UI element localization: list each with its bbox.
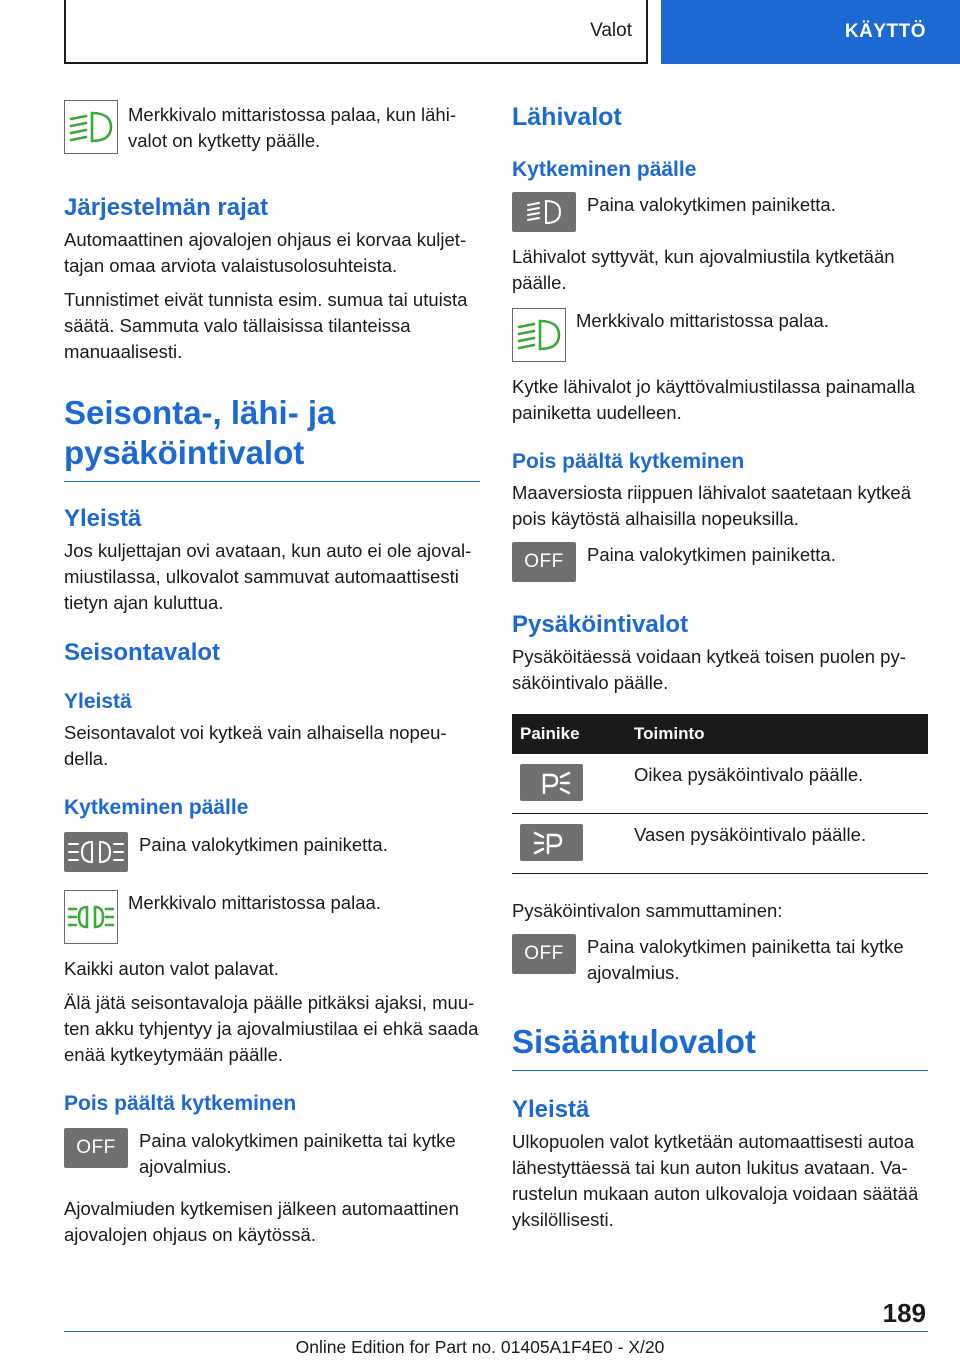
entry-general-heading: Yleistä xyxy=(512,1096,590,1123)
general-paragraph: Jos kuljettajan ovi avataan, kun auto ei ole ajovalmiustilassa, ulkovalot sammuvat automaattisesti tietyn ajan kuluttua. xyxy=(64,540,472,613)
header-section-box xyxy=(64,0,648,64)
low-beam-indicator-note xyxy=(64,100,480,154)
low-beam-off-paragraph: Maaversiosta riippuen lähivalot saatetaan kytkeä pois käytöstä alhaisilla nopeuksilla. xyxy=(512,482,912,529)
low-beam-button-row xyxy=(512,192,928,232)
table-row xyxy=(512,754,928,814)
parking-off-button-text-2: Paina valokytkimen painiketta tai kytke ajovalmius. xyxy=(587,936,904,983)
parking-off-paragraph: Ajovalmiuden kytkemisen jälkeen automaattinen ajovalojen ohjaus on käytössä. xyxy=(64,1198,459,1245)
low-beam-off-heading: Pois päältä kytkeminen xyxy=(512,450,745,473)
low-beam-on-paragraph-2: Kytke lähivalot jo käyttövalmiustilassa painamalla painiketta uudelleen. xyxy=(512,376,916,423)
low-beam-indicator-icon-2 xyxy=(512,308,566,362)
low-beam-indicator-icon xyxy=(64,100,118,154)
parking-indicator-row xyxy=(64,890,480,944)
left-parking-light-icon xyxy=(520,824,583,861)
low-beam-button-icon xyxy=(512,192,576,232)
page-number: 189 xyxy=(882,1298,926,1328)
table-row-action-1: Oikea pysäköintivalo päälle. xyxy=(626,754,928,814)
intro-indicator-text: Merkkivalo mittaristossa palaa, kun lähivalot on kytketty päälle. xyxy=(128,104,456,151)
parking-side-paragraph: Pysäköitäessä voidaan kytkeä toisen puolen pysäköintivalo päälle. xyxy=(512,646,906,693)
low-beam-indicator-text: Merkkivalo mittaristossa palaa. xyxy=(576,310,829,331)
right-column xyxy=(512,102,928,1233)
footer-divider xyxy=(64,1331,928,1332)
low-beam-on-paragraph: Lähivalot syttyvät, kun ajovalmiustila kytketään päälle. xyxy=(512,246,895,293)
limits-paragraph-2: Tunnistimet eivät tunnista esim. sumua tai utuista säätä. Sammuta valo tällaisissa tilanteissa manuaalisesti. xyxy=(64,289,468,362)
parking-light-button-icon xyxy=(64,832,128,872)
off-button-icon-3 xyxy=(512,934,576,974)
parking-on-button-row xyxy=(64,832,480,872)
parking-off-button-row-2 xyxy=(512,934,928,986)
off-button-label-2: OFF xyxy=(524,551,564,572)
parking-indicator-text: Merkkivalo mittaristossa palaa. xyxy=(128,892,381,913)
low-beam-indicator-row xyxy=(512,308,928,362)
parking-lights-heading: Seisontavalot xyxy=(64,639,221,666)
off-button-icon-2 xyxy=(512,542,576,582)
parking-on-paragraph-2: Älä jätä seisontavaloja päälle pitkäksi ajaksi, muuten akku tyhjentyy ja ajovalmiustilaa ei ehkä saada enää kytkeytymään päälle. xyxy=(64,992,479,1065)
table-header-button: Painike xyxy=(512,714,626,754)
header-chapter-tab xyxy=(661,0,960,64)
left-column xyxy=(64,100,480,1248)
parking-lights-side-heading: Pysäköintivalot xyxy=(512,611,689,638)
low-beam-heading: Lähivalot xyxy=(512,103,622,131)
parking-off-button-row xyxy=(64,1128,480,1180)
right-parking-light-icon xyxy=(520,764,583,801)
low-beam-on-heading: Kytkeminen päälle xyxy=(512,158,697,181)
off-button-label: OFF xyxy=(76,1137,116,1158)
header-chapter-title: KÄYTTÖ xyxy=(844,21,926,42)
footer-edition: Online Edition for Part no. 01405A1F4E0 - X/20 xyxy=(295,1337,665,1357)
low-beam-off-button-row xyxy=(512,542,928,582)
off-button-icon xyxy=(64,1128,128,1168)
parking-off-button-text: Paina valokytkimen painiketta tai kytke ajovalmius. xyxy=(139,1130,456,1177)
low-beam-button-text: Paina valokytkimen painiketta. xyxy=(587,194,836,215)
table-row-action-2: Vasen pysäköintivalo päälle. xyxy=(626,814,928,874)
low-beam-off-button-text: Paina valokytkimen painiketta. xyxy=(587,544,836,565)
header-section-title: Valot xyxy=(590,20,632,41)
entry-lights-heading: Sisääntulovalot xyxy=(512,1022,928,1071)
parking-light-table xyxy=(512,714,928,874)
entry-paragraph: Ulkopuolen valot kytketään automaattisesti autoa lähestyttäessä tai kun auton lukitus avataan. Varustelun mukaan auton ulkovaloja voidaan säätää yksilöllisesti. xyxy=(512,1131,919,1230)
parking-general-heading: Yleistä xyxy=(64,690,132,713)
parking-off-heading: Pois päältä kytkeminen xyxy=(64,1092,297,1115)
parking-off-label: Pysäköintivalon sammuttaminen: xyxy=(512,900,783,921)
main-heading: Seisonta-, lähi- ja pysäköintivalot xyxy=(64,393,480,482)
parking-on-heading: Kytkeminen päälle xyxy=(64,796,249,819)
general-heading: Yleistä xyxy=(64,505,142,532)
limits-heading: Järjestelmän rajat xyxy=(64,194,269,221)
parking-general-paragraph: Seisontavalot voi kytkeä vain alhaisella nopeudella. xyxy=(64,722,447,769)
parking-on-button-text: Paina valokytkimen painiketta. xyxy=(139,834,388,855)
table-row xyxy=(512,814,928,874)
table-header-function: Toiminto xyxy=(626,714,928,754)
parking-light-indicator-icon xyxy=(64,890,118,944)
off-button-label-3: OFF xyxy=(524,943,564,964)
parking-on-paragraph-1: Kaikki auton valot palavat. xyxy=(64,958,279,979)
limits-paragraph-1: Automaattinen ajovalojen ohjaus ei korvaa kuljettajan omaa arviota valaistusolosuhteista. xyxy=(64,229,467,276)
